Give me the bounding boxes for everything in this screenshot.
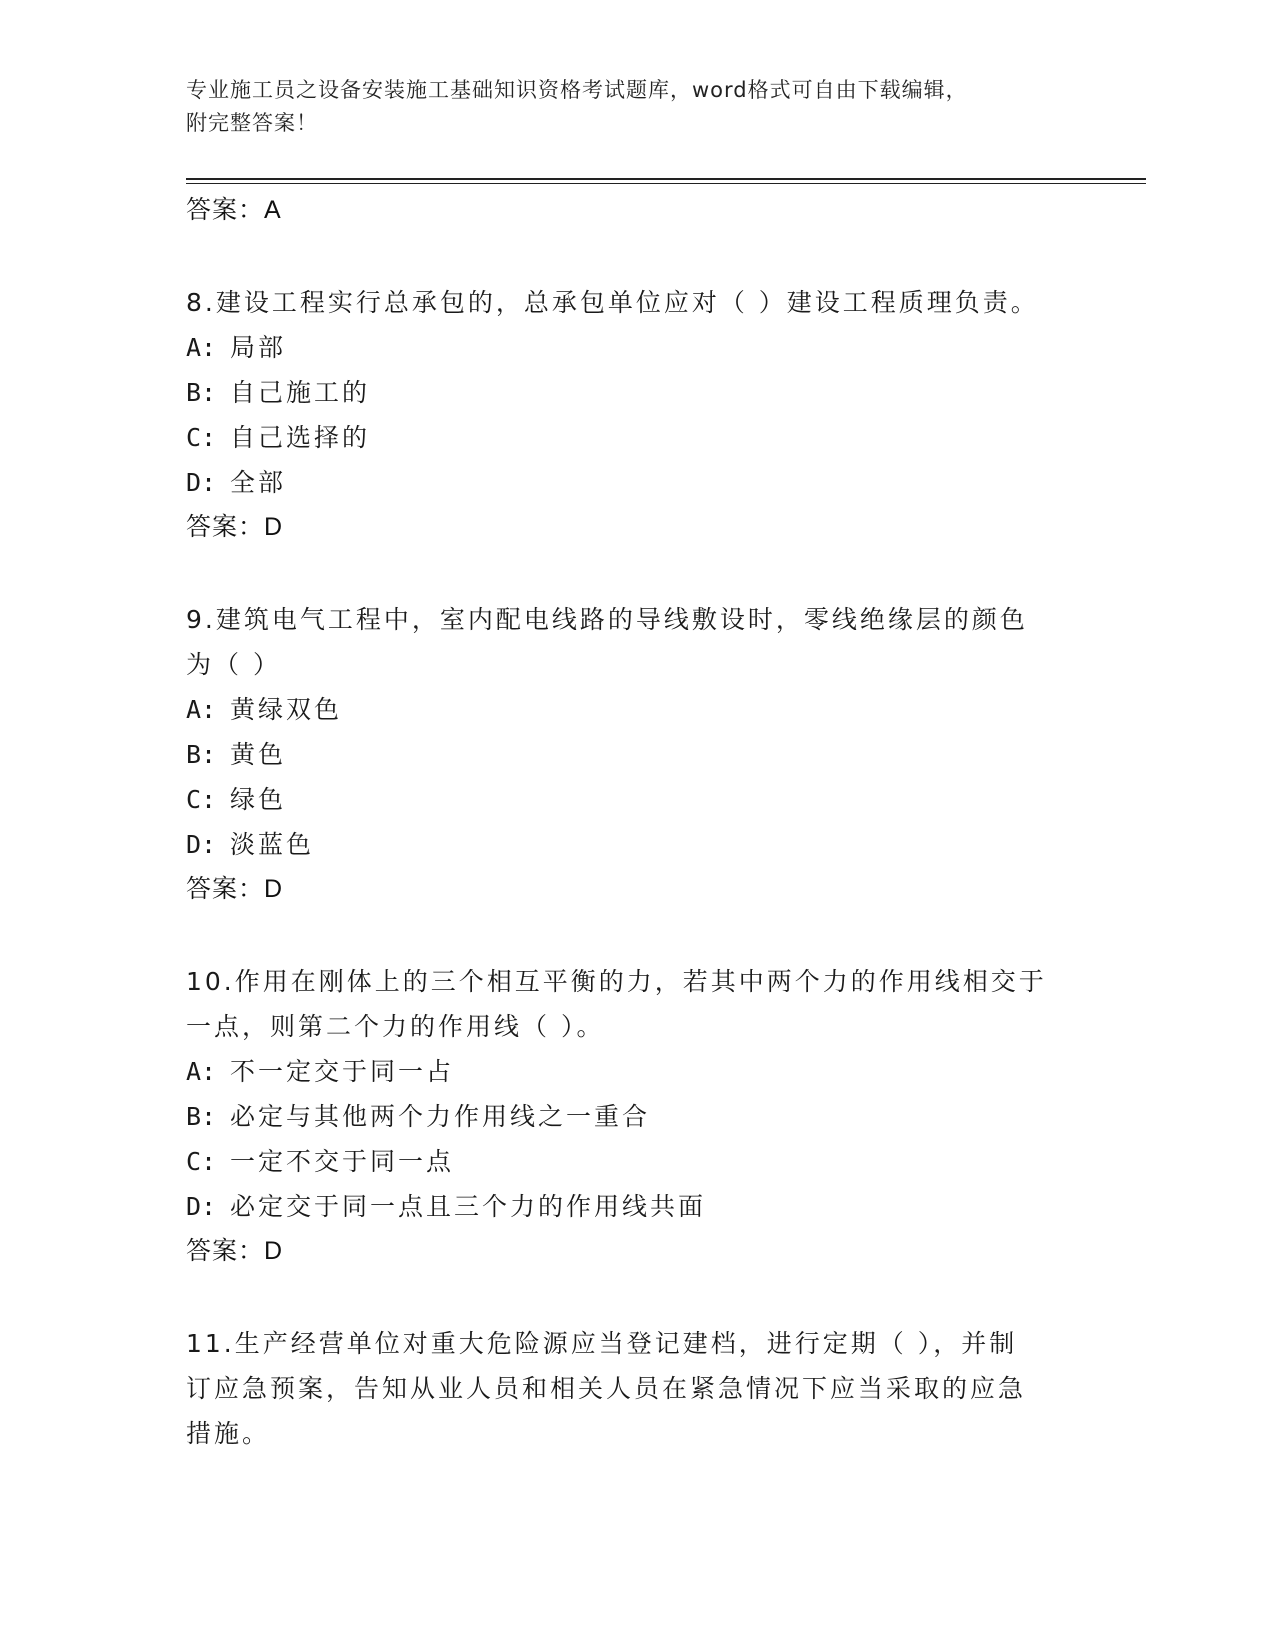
- question-text-line-2: 为（ ）: [186, 650, 281, 679]
- option-text: 绿色: [230, 785, 287, 814]
- question-11: [186, 1321, 1146, 1456]
- question-8: [186, 280, 1146, 550]
- option-key: D:: [186, 468, 217, 497]
- option-c: [186, 1139, 1146, 1184]
- question-9: [186, 597, 1146, 912]
- header-line-2: 附完整答案！: [186, 111, 318, 135]
- question-text-line-1: 11.生产经营单位对重大危险源应当登记建档，进行定期（ ），并制: [186, 1329, 1018, 1358]
- question-text-line-1: 9.建筑电气工程中，室内配电线路的导线敷设时，零线绝缘层的颜色: [186, 605, 1028, 634]
- document-header: [186, 74, 1086, 140]
- header-line-1: 专业施工员之设备安装施工基础知识资格考试题库，word格式可自由下载编辑，: [186, 78, 968, 102]
- option-d: [186, 460, 1146, 505]
- option-b: [186, 370, 1146, 415]
- option-text: 自己施工的: [230, 378, 371, 407]
- option-text: 必定与其他两个力作用线之一重合: [230, 1102, 651, 1131]
- question-text-line-1: 10.作用在刚体上的三个相互平衡的力，若其中两个力的作用线相交于: [186, 967, 1047, 996]
- answer: 答案：D: [186, 875, 284, 903]
- previous-answer: 答案：A: [186, 196, 282, 224]
- option-d: [186, 822, 1146, 867]
- option-text: 全部: [230, 468, 287, 497]
- option-text: 淡蓝色: [230, 830, 315, 859]
- option-text: 不一定交于同一占: [230, 1057, 455, 1086]
- question-text-line-3: 措施。: [186, 1419, 271, 1448]
- option-key: B:: [186, 378, 217, 407]
- option-a: [186, 1049, 1146, 1094]
- question-10: [186, 959, 1146, 1274]
- option-b: [186, 732, 1146, 777]
- option-key: D:: [186, 830, 217, 859]
- option-d: [186, 1184, 1146, 1229]
- option-key: C:: [186, 423, 217, 452]
- question-text: 8.建设工程实行总承包的，总承包单位应对（ ）建设工程质理负责。: [186, 288, 1039, 317]
- answer: 答案：D: [186, 1237, 284, 1265]
- option-key: A:: [186, 333, 217, 362]
- option-key: B:: [186, 1102, 217, 1131]
- option-key: C:: [186, 1147, 217, 1176]
- option-a: [186, 325, 1146, 370]
- option-text: 局部: [230, 333, 287, 362]
- option-b: [186, 1094, 1146, 1139]
- option-c: [186, 415, 1146, 460]
- option-key: D:: [186, 1192, 217, 1221]
- option-key: B:: [186, 740, 217, 769]
- answer: 答案：D: [186, 513, 284, 541]
- option-key: A:: [186, 1057, 217, 1086]
- header-divider-thin: [186, 183, 1146, 184]
- header-divider: [186, 178, 1146, 180]
- question-text-line-2: 订应急预案，告知从业人员和相关人员在紧急情况下应当采取的应急: [186, 1374, 1027, 1403]
- option-c: [186, 777, 1146, 822]
- question-text-line-2: 一点，则第二个力的作用线（ ）。: [186, 1012, 605, 1041]
- document-page: [186, 0, 1146, 1650]
- document-content: [186, 188, 1146, 1456]
- option-text: 必定交于同一点且三个力的作用线共面: [230, 1192, 707, 1221]
- option-text: 黄色: [230, 740, 287, 769]
- option-text: 自己选择的: [230, 423, 371, 452]
- option-key: C:: [186, 785, 217, 814]
- option-a: [186, 687, 1146, 732]
- option-text: 黄绿双色: [230, 695, 343, 724]
- option-text: 一定不交于同一点: [230, 1147, 455, 1176]
- option-key: A:: [186, 695, 217, 724]
